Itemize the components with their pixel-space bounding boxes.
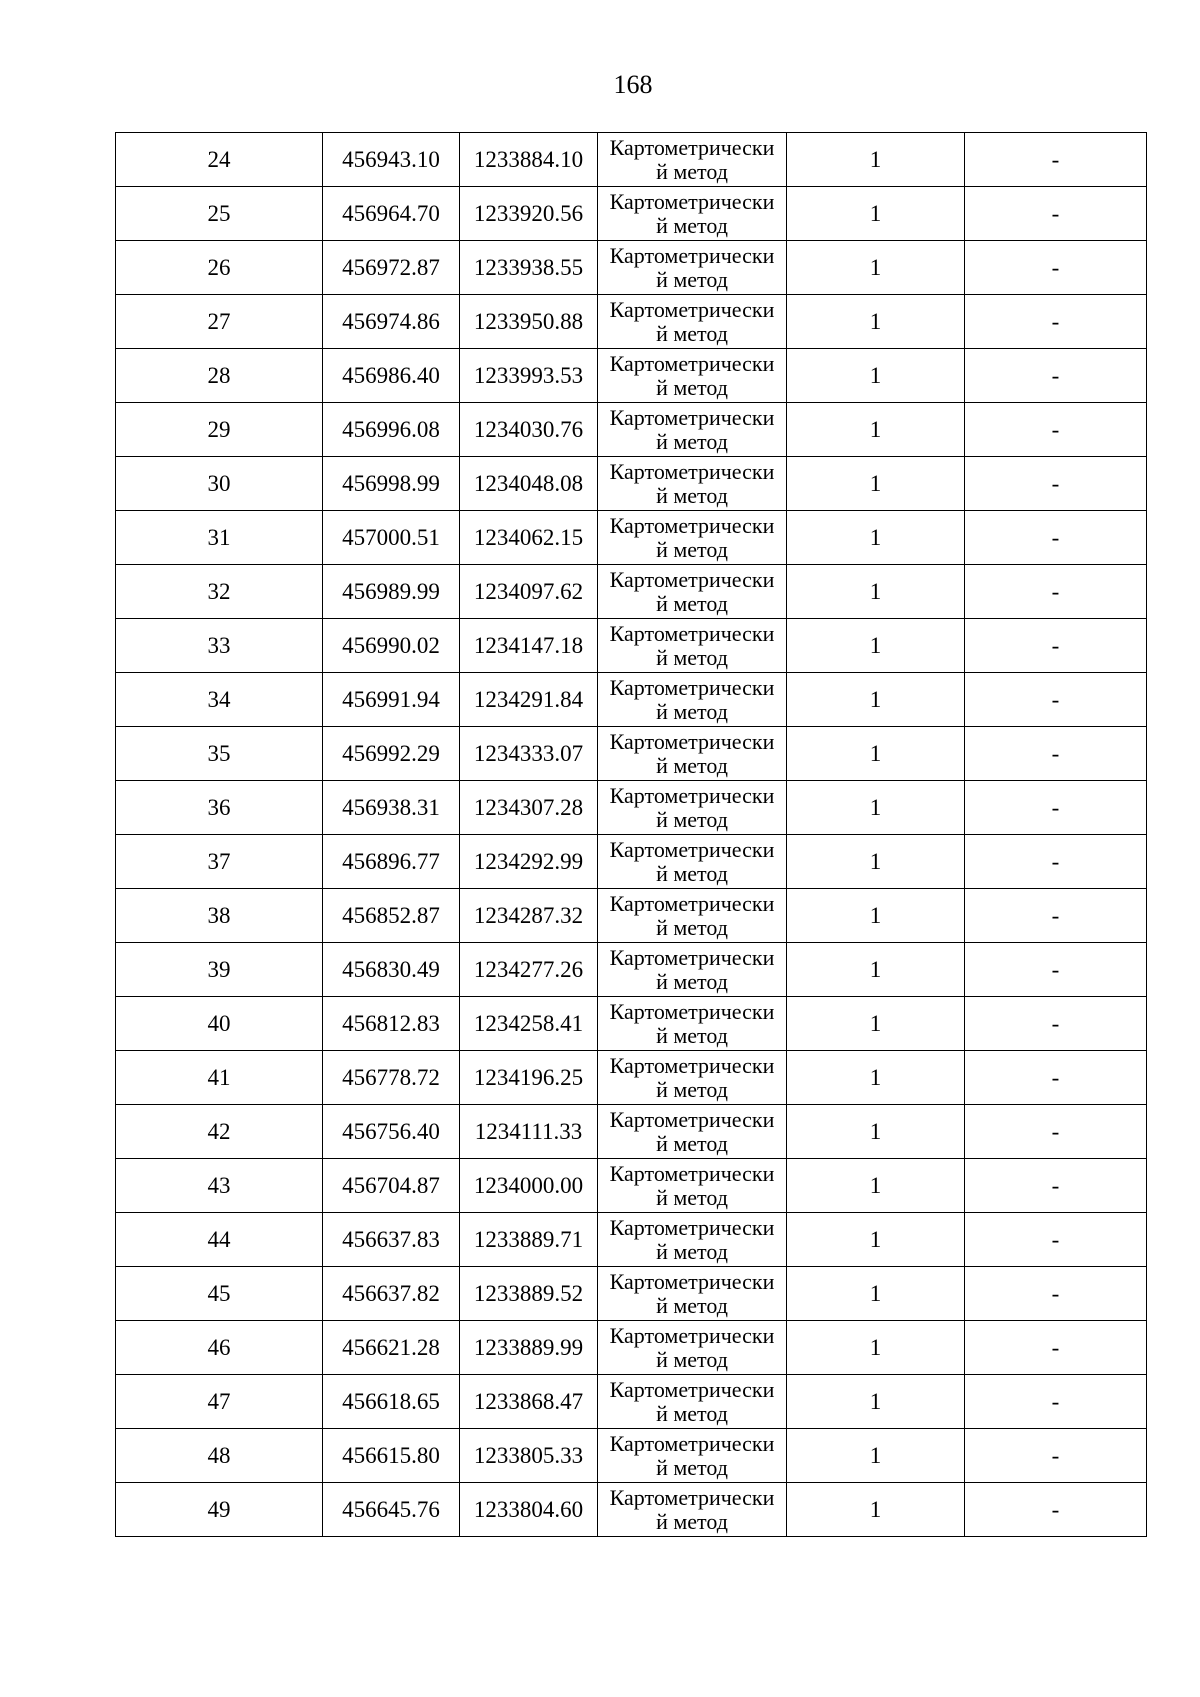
point-number-cell: 45 (116, 1267, 323, 1321)
method-line-1: Картометрически (609, 620, 775, 646)
method-line-2: й метод (656, 1454, 728, 1480)
method-line-1: Картометрически (609, 1430, 775, 1456)
accuracy-cell: 1 (787, 619, 965, 673)
point-number-cell: 43 (116, 1159, 323, 1213)
point-number-cell: 47 (116, 1375, 323, 1429)
accuracy-cell: 1 (787, 1321, 965, 1375)
table-row (116, 727, 1147, 781)
method-line-1: Картометрически (609, 998, 775, 1024)
point-number-cell: 38 (116, 889, 323, 943)
y-coordinate-cell: 1234287.32 (460, 889, 598, 943)
note-cell: - (965, 1483, 1147, 1537)
method-line-1: Картометрически (609, 1214, 775, 1240)
point-number-cell: 49 (116, 1483, 323, 1537)
method-cell (598, 1267, 787, 1321)
note-cell: - (965, 1267, 1147, 1321)
point-number-cell: 39 (116, 943, 323, 997)
note-cell: - (965, 1429, 1147, 1483)
page-number: 168 (613, 70, 653, 99)
method-cell (598, 1429, 787, 1483)
accuracy-cell: 1 (787, 133, 965, 187)
method-line-2: й метод (656, 320, 728, 346)
method-cell (598, 835, 787, 889)
y-coordinate-cell: 1233950.88 (460, 295, 598, 349)
x-coordinate-cell: 456998.99 (323, 457, 460, 511)
table-row (116, 457, 1147, 511)
table-row (116, 1429, 1147, 1483)
method-line-1: Картометрически (609, 1106, 775, 1132)
method-line-1: Картометрически (609, 134, 775, 160)
table-row (116, 187, 1147, 241)
accuracy-cell: 1 (787, 349, 965, 403)
x-coordinate-cell: 456704.87 (323, 1159, 460, 1213)
accuracy-cell: 1 (787, 889, 965, 943)
method-line-1: Картометрически (609, 1160, 775, 1186)
x-coordinate-cell: 456996.08 (323, 403, 460, 457)
x-coordinate-cell: 456812.83 (323, 997, 460, 1051)
table-row (116, 1105, 1147, 1159)
note-cell: - (965, 1375, 1147, 1429)
note-cell: - (965, 187, 1147, 241)
accuracy-cell: 1 (787, 457, 965, 511)
method-line-1: Картометрически (609, 350, 775, 376)
method-line-2: й метод (656, 1346, 728, 1372)
y-coordinate-cell: 1234307.28 (460, 781, 598, 835)
point-number-cell: 28 (116, 349, 323, 403)
note-cell: - (965, 727, 1147, 781)
note-cell: - (965, 673, 1147, 727)
method-line-1: Картометрически (609, 512, 775, 538)
x-coordinate-cell: 456615.80 (323, 1429, 460, 1483)
y-coordinate-cell: 1234147.18 (460, 619, 598, 673)
note-cell: - (965, 133, 1147, 187)
x-coordinate-cell: 456986.40 (323, 349, 460, 403)
method-line-2: й метод (656, 1400, 728, 1426)
method-line-2: й метод (656, 536, 728, 562)
y-coordinate-cell: 1234097.62 (460, 565, 598, 619)
method-cell (598, 1105, 787, 1159)
method-line-2: й метод (656, 1508, 728, 1534)
table-row (116, 403, 1147, 457)
table-row (116, 1375, 1147, 1429)
note-cell: - (965, 943, 1147, 997)
accuracy-cell: 1 (787, 1267, 965, 1321)
accuracy-cell: 1 (787, 403, 965, 457)
method-cell (598, 133, 787, 187)
point-number-cell: 46 (116, 1321, 323, 1375)
point-number-cell: 27 (116, 295, 323, 349)
method-line-2: й метод (656, 1292, 728, 1318)
x-coordinate-cell: 456645.76 (323, 1483, 460, 1537)
x-coordinate-cell: 457000.51 (323, 511, 460, 565)
method-line-1: Картометрически (609, 566, 775, 592)
x-coordinate-cell: 456830.49 (323, 943, 460, 997)
point-number-cell: 31 (116, 511, 323, 565)
x-coordinate-cell: 456943.10 (323, 133, 460, 187)
y-coordinate-cell: 1234292.99 (460, 835, 598, 889)
table-row (116, 1267, 1147, 1321)
method-line-1: Картометрически (609, 1322, 775, 1348)
point-number-cell: 33 (116, 619, 323, 673)
table-row (116, 1213, 1147, 1267)
x-coordinate-cell: 456990.02 (323, 619, 460, 673)
y-coordinate-cell: 1233868.47 (460, 1375, 598, 1429)
y-coordinate-cell: 1234333.07 (460, 727, 598, 781)
accuracy-cell: 1 (787, 1429, 965, 1483)
accuracy-cell: 1 (787, 1213, 965, 1267)
method-line-1: Картометрически (609, 674, 775, 700)
x-coordinate-cell: 456778.72 (323, 1051, 460, 1105)
table-row (116, 349, 1147, 403)
point-number-cell: 35 (116, 727, 323, 781)
point-number-cell: 40 (116, 997, 323, 1051)
y-coordinate-cell: 1234048.08 (460, 457, 598, 511)
point-number-cell: 34 (116, 673, 323, 727)
table-row (116, 997, 1147, 1051)
method-cell (598, 241, 787, 295)
y-coordinate-cell: 1233884.10 (460, 133, 598, 187)
point-number-cell: 29 (116, 403, 323, 457)
method-line-2: й метод (656, 374, 728, 400)
method-line-2: й метод (656, 860, 728, 886)
coordinates-table-body (116, 133, 1147, 1537)
accuracy-cell: 1 (787, 673, 965, 727)
method-line-1: Картометрически (609, 1376, 775, 1402)
y-coordinate-cell: 1234062.15 (460, 511, 598, 565)
x-coordinate-cell: 456938.31 (323, 781, 460, 835)
x-coordinate-cell: 456991.94 (323, 673, 460, 727)
method-line-2: й метод (656, 266, 728, 292)
accuracy-cell: 1 (787, 187, 965, 241)
method-cell (598, 457, 787, 511)
method-line-1: Картометрически (609, 728, 775, 754)
table-row (116, 565, 1147, 619)
method-cell (598, 1159, 787, 1213)
x-coordinate-cell: 456637.83 (323, 1213, 460, 1267)
method-cell (598, 1321, 787, 1375)
y-coordinate-cell: 1234291.84 (460, 673, 598, 727)
method-cell (598, 511, 787, 565)
y-coordinate-cell: 1233920.56 (460, 187, 598, 241)
coordinates-table (115, 132, 1147, 1537)
note-cell: - (965, 619, 1147, 673)
method-line-1: Картометрически (609, 944, 775, 970)
method-cell (598, 1483, 787, 1537)
method-line-2: й метод (656, 428, 728, 454)
x-coordinate-cell: 456852.87 (323, 889, 460, 943)
x-coordinate-cell: 456621.28 (323, 1321, 460, 1375)
y-coordinate-cell: 1234258.41 (460, 997, 598, 1051)
method-line-2: й метод (656, 914, 728, 940)
accuracy-cell: 1 (787, 241, 965, 295)
table-row (116, 1483, 1147, 1537)
accuracy-cell: 1 (787, 1051, 965, 1105)
note-cell: - (965, 997, 1147, 1051)
method-line-2: й метод (656, 752, 728, 778)
point-number-cell: 36 (116, 781, 323, 835)
accuracy-cell: 1 (787, 1105, 965, 1159)
note-cell: - (965, 1051, 1147, 1105)
table-row (116, 295, 1147, 349)
y-coordinate-cell: 1233889.52 (460, 1267, 598, 1321)
method-line-2: й метод (656, 1184, 728, 1210)
accuracy-cell: 1 (787, 781, 965, 835)
method-cell (598, 187, 787, 241)
note-cell: - (965, 457, 1147, 511)
point-number-cell: 48 (116, 1429, 323, 1483)
x-coordinate-cell: 456972.87 (323, 241, 460, 295)
method-line-1: Картометрически (609, 890, 775, 916)
method-cell (598, 943, 787, 997)
x-coordinate-cell: 456974.86 (323, 295, 460, 349)
y-coordinate-cell: 1233889.71 (460, 1213, 598, 1267)
table-row (116, 1321, 1147, 1375)
accuracy-cell: 1 (787, 943, 965, 997)
method-cell (598, 565, 787, 619)
point-number-cell: 26 (116, 241, 323, 295)
note-cell: - (965, 403, 1147, 457)
y-coordinate-cell: 1234000.00 (460, 1159, 598, 1213)
table-row (116, 835, 1147, 889)
accuracy-cell: 1 (787, 835, 965, 889)
accuracy-cell: 1 (787, 1375, 965, 1429)
method-line-2: й метод (656, 968, 728, 994)
method-line-2: й метод (656, 698, 728, 724)
accuracy-cell: 1 (787, 997, 965, 1051)
method-line-1: Картометрически (609, 1484, 775, 1510)
y-coordinate-cell: 1233804.60 (460, 1483, 598, 1537)
note-cell: - (965, 241, 1147, 295)
note-cell: - (965, 1105, 1147, 1159)
x-coordinate-cell: 456618.65 (323, 1375, 460, 1429)
x-coordinate-cell: 456896.77 (323, 835, 460, 889)
accuracy-cell: 1 (787, 1483, 965, 1537)
method-cell (598, 1051, 787, 1105)
table-row (116, 619, 1147, 673)
method-line-1: Картометрически (609, 458, 775, 484)
x-coordinate-cell: 456992.29 (323, 727, 460, 781)
method-cell (598, 403, 787, 457)
table-row (116, 133, 1147, 187)
table-row (116, 673, 1147, 727)
point-number-cell: 32 (116, 565, 323, 619)
note-cell: - (965, 889, 1147, 943)
point-number-cell: 37 (116, 835, 323, 889)
method-cell (598, 295, 787, 349)
point-number-cell: 30 (116, 457, 323, 511)
x-coordinate-cell: 456989.99 (323, 565, 460, 619)
note-cell: - (965, 1159, 1147, 1213)
note-cell: - (965, 349, 1147, 403)
method-line-1: Картометрически (609, 404, 775, 430)
method-line-2: й метод (656, 590, 728, 616)
y-coordinate-cell: 1233938.55 (460, 241, 598, 295)
accuracy-cell: 1 (787, 1159, 965, 1213)
note-cell: - (965, 1213, 1147, 1267)
accuracy-cell: 1 (787, 511, 965, 565)
method-cell (598, 727, 787, 781)
method-line-1: Картометрически (609, 296, 775, 322)
y-coordinate-cell: 1234030.76 (460, 403, 598, 457)
y-coordinate-cell: 1234111.33 (460, 1105, 598, 1159)
method-line-2: й метод (656, 158, 728, 184)
table-row (116, 241, 1147, 295)
accuracy-cell: 1 (787, 565, 965, 619)
method-cell (598, 781, 787, 835)
method-line-2: й метод (656, 482, 728, 508)
method-line-1: Картометрически (609, 242, 775, 268)
method-cell (598, 997, 787, 1051)
y-coordinate-cell: 1234277.26 (460, 943, 598, 997)
table-row (116, 1159, 1147, 1213)
note-cell: - (965, 295, 1147, 349)
y-coordinate-cell: 1233889.99 (460, 1321, 598, 1375)
table-row (116, 943, 1147, 997)
note-cell: - (965, 511, 1147, 565)
method-line-1: Картометрически (609, 1268, 775, 1294)
y-coordinate-cell: 1233805.33 (460, 1429, 598, 1483)
x-coordinate-cell: 456637.82 (323, 1267, 460, 1321)
table-row (116, 1051, 1147, 1105)
method-line-1: Картометрически (609, 836, 775, 862)
accuracy-cell: 1 (787, 727, 965, 781)
method-cell (598, 673, 787, 727)
method-cell (598, 1375, 787, 1429)
note-cell: - (965, 1321, 1147, 1375)
method-line-2: й метод (656, 1130, 728, 1156)
method-cell (598, 889, 787, 943)
y-coordinate-cell: 1234196.25 (460, 1051, 598, 1105)
method-line-1: Картометрически (609, 782, 775, 808)
method-line-2: й метод (656, 1076, 728, 1102)
note-cell: - (965, 835, 1147, 889)
y-coordinate-cell: 1233993.53 (460, 349, 598, 403)
table-row (116, 511, 1147, 565)
point-number-cell: 24 (116, 133, 323, 187)
method-cell (598, 1213, 787, 1267)
point-number-cell: 25 (116, 187, 323, 241)
method-line-1: Картометрически (609, 188, 775, 214)
method-cell (598, 619, 787, 673)
point-number-cell: 44 (116, 1213, 323, 1267)
method-line-2: й метод (656, 806, 728, 832)
point-number-cell: 41 (116, 1051, 323, 1105)
method-line-2: й метод (656, 212, 728, 238)
method-cell (598, 349, 787, 403)
note-cell: - (965, 565, 1147, 619)
method-line-1: Картометрически (609, 1052, 775, 1078)
x-coordinate-cell: 456964.70 (323, 187, 460, 241)
point-number-cell: 42 (116, 1105, 323, 1159)
accuracy-cell: 1 (787, 295, 965, 349)
method-line-2: й метод (656, 1238, 728, 1264)
table-row (116, 889, 1147, 943)
x-coordinate-cell: 456756.40 (323, 1105, 460, 1159)
note-cell: - (965, 781, 1147, 835)
method-line-2: й метод (656, 1022, 728, 1048)
table-row (116, 781, 1147, 835)
method-line-2: й метод (656, 644, 728, 670)
